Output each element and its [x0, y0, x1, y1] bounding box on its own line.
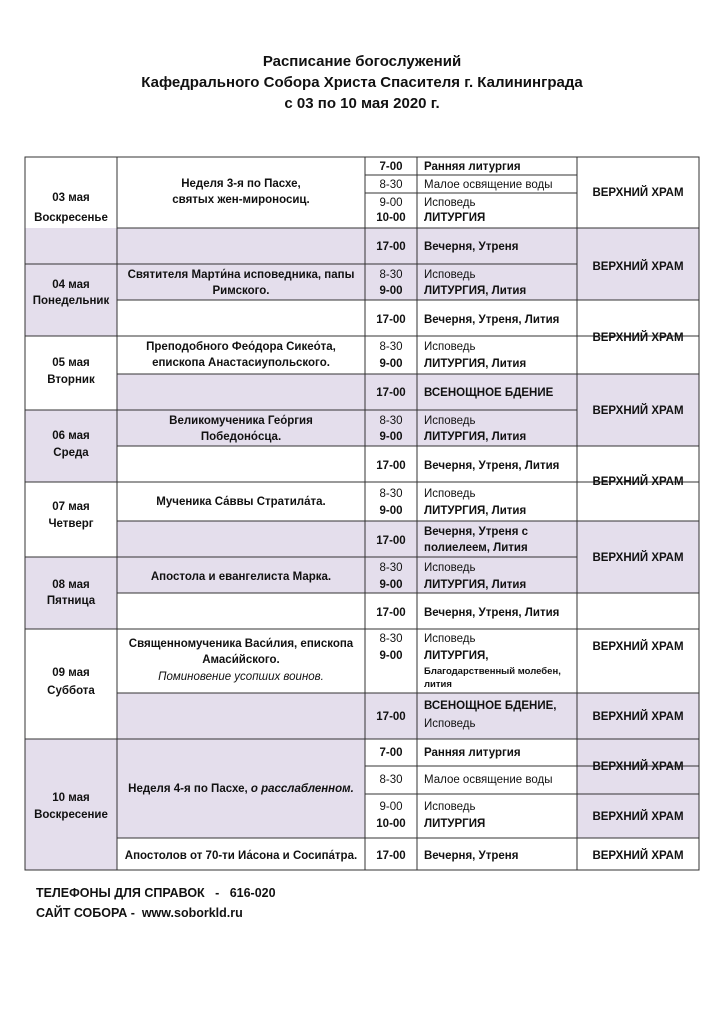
event-name: ЛИТУРГИЯ: [424, 212, 486, 224]
event-time: 9-00: [379, 285, 403, 297]
phone-label: ТЕЛЕФОНЫ ДЛЯ СПРАВОК - 616-020: [36, 886, 276, 900]
event-name: ЛИТУРГИЯ, Лития: [424, 579, 527, 591]
shaded-cells: [25, 228, 699, 870]
feast-line: Священномученика Васи́лия, епископа: [128, 638, 354, 650]
event-name: ВСЕНОЩНОЕ БДЕНИЕ: [424, 387, 554, 399]
event-name: полиелеем, Лития: [424, 542, 528, 554]
event-name: ЛИТУРГИЯ, Лития: [424, 285, 527, 297]
event-time: 9-00: [379, 431, 403, 443]
feast-line: Святителя Марти́на исповедника, папы: [127, 269, 355, 281]
hall-label: ВЕРХНИЙ ХРАМ: [592, 476, 684, 488]
feast-line: святых жен-мироносиц.: [172, 194, 310, 206]
day-weekday: Четверг: [48, 518, 94, 530]
feast-text: Неделя 4-я по Пасхе,: [128, 783, 251, 795]
event-name: ЛИТУРГИЯ, Лития: [424, 505, 527, 517]
hall-label: ВЕРХНИЙ ХРАМ: [592, 405, 684, 417]
feast-note: Поминовение усопших воинов.: [158, 671, 324, 683]
event-time: 7-00: [379, 747, 403, 759]
page-subtitle: Кафедрального Собора Христа Спасителя г. Калининграда: [141, 74, 583, 91]
day-weekday: Понедельник: [32, 295, 110, 307]
feast-line: Амаси́йского.: [202, 654, 280, 666]
event-name: ЛИТУРГИЯ, Лития: [424, 431, 527, 443]
event-time: 9-00: [379, 579, 403, 591]
event-name: Вечерня, Утреня: [424, 241, 519, 253]
feast-line: Преподобного Фео́дора Сикео́та,: [146, 341, 336, 353]
day-weekday: Воскресенье: [34, 212, 108, 224]
event-time: 17-00: [376, 314, 406, 326]
event-time: 8-30: [379, 415, 403, 427]
event-name: Исповедь: [424, 562, 476, 574]
hall-label: ВЕРХНИЙ ХРАМ: [592, 187, 684, 199]
event-name: Малое освящение воды: [424, 774, 553, 786]
event-time: 17-00: [376, 460, 406, 472]
feast-line: Мученика Са́ввы Стратила́та.: [156, 496, 326, 508]
event-time: 8-30: [379, 633, 403, 645]
feast-line: Великомученика Гео́ргия: [169, 415, 313, 427]
day-date: 08 мая: [52, 579, 90, 591]
page-dates: с 03 по 10 мая 2020 г.: [284, 95, 440, 112]
page-title: Расписание богослужений: [262, 53, 462, 70]
event-name: Исповедь: [424, 718, 476, 730]
event-time: 17-00: [376, 387, 406, 399]
event-time: 9-00: [379, 650, 403, 662]
event-name: Малое освящение воды: [424, 179, 553, 191]
hall-label: ВЕРХНИЙ ХРАМ: [592, 850, 684, 862]
feast-line: Неделя 3-я по Пасхе,: [181, 178, 301, 190]
feast-italic: о расслабленном.: [250, 783, 354, 795]
site-label: САЙТ СОБОРА - www.soborkld.ru: [36, 906, 243, 920]
hall-label: ВЕРХНИЙ ХРАМ: [592, 641, 684, 653]
day-date: 10 мая: [52, 792, 90, 804]
event-name: Вечерня, Утреня: [424, 850, 519, 862]
event-time: 9-00: [379, 358, 403, 370]
event-time: 17-00: [376, 607, 406, 619]
event-name: Ранняя литургия: [424, 161, 521, 173]
feast-line: [128, 783, 354, 795]
day-date: 07 мая: [52, 501, 90, 513]
event-time: 10-00: [376, 818, 406, 830]
day-date: 03 мая: [52, 192, 90, 204]
event-name: Исповедь: [424, 269, 476, 281]
feast-line: Апостола и евангелиста Марка.: [150, 571, 332, 583]
event-name: ВСЕНОЩНОЕ БДЕНИЕ,: [424, 700, 557, 712]
event-time: 9-00: [379, 801, 403, 813]
day-date: 05 мая: [52, 357, 90, 369]
event-time: 8-30: [379, 774, 403, 786]
feast-line: епископа Анастасиупольского.: [152, 357, 330, 369]
event-name: ЛИТУРГИЯ,: [424, 650, 489, 662]
event-time: 8-30: [379, 269, 403, 281]
event-time: 9-00: [379, 505, 403, 517]
hall-label: ВЕРХНИЙ ХРАМ: [592, 552, 684, 564]
event-name: Ранняя литургия: [424, 747, 521, 759]
event-time: 9-00: [379, 197, 403, 209]
event-name: ЛИТУРГИЯ, Лития: [424, 358, 527, 370]
event-time: 10-00: [376, 212, 406, 224]
feast-line: Апостолов от 70-ти Иа́сона и Сосипа́тра.: [124, 850, 358, 862]
event-time: 8-30: [379, 179, 403, 191]
day-date: 09 мая: [52, 667, 90, 679]
event-name: Исповедь: [424, 415, 476, 427]
event-name: Вечерня, Утреня, Лития: [424, 607, 560, 619]
event-name: Вечерня, Утреня, Лития: [424, 314, 560, 326]
day-weekday: Среда: [53, 447, 89, 459]
day-date: 04 мая: [52, 279, 90, 291]
hall-label: ВЕРХНИЙ ХРАМ: [592, 811, 684, 823]
event-name: Исповедь: [424, 341, 476, 353]
event-time: 8-30: [379, 488, 403, 500]
event-name: Исповедь: [424, 488, 476, 500]
event-time: 8-30: [379, 341, 403, 353]
hall-label: ВЕРХНИЙ ХРАМ: [592, 332, 684, 344]
event-name: ЛИТУРГИЯ: [424, 818, 486, 830]
event-time: 17-00: [376, 711, 406, 723]
feast-line: Римского.: [212, 285, 270, 297]
hall-label: ВЕРХНИЙ ХРАМ: [592, 261, 684, 273]
day-weekday: Воскресение: [34, 809, 108, 821]
day-weekday: Суббота: [47, 685, 95, 697]
event-time: 7-00: [379, 161, 403, 173]
day-weekday: Пятница: [46, 595, 96, 607]
day-date: 06 мая: [52, 430, 90, 442]
event-name: лития: [424, 679, 452, 690]
event-time: 17-00: [376, 241, 406, 253]
hall-label: ВЕРХНИЙ ХРАМ: [592, 761, 684, 773]
hall-label: ВЕРХНИЙ ХРАМ: [592, 711, 684, 723]
event-name: Исповедь: [424, 197, 476, 209]
event-time: 17-00: [376, 850, 406, 862]
event-time: 17-00: [376, 535, 406, 547]
event-name: Исповедь: [424, 801, 476, 813]
event-name: Вечерня, Утреня с: [424, 526, 529, 538]
feast-line: Победоно́сца.: [200, 431, 282, 443]
event-name: Исповедь: [424, 633, 476, 645]
event-name: Благодарственный молебен,: [424, 666, 561, 677]
event-name: Вечерня, Утреня, Лития: [424, 460, 560, 472]
day-weekday: Вторник: [47, 374, 95, 386]
event-time: 8-30: [379, 562, 403, 574]
